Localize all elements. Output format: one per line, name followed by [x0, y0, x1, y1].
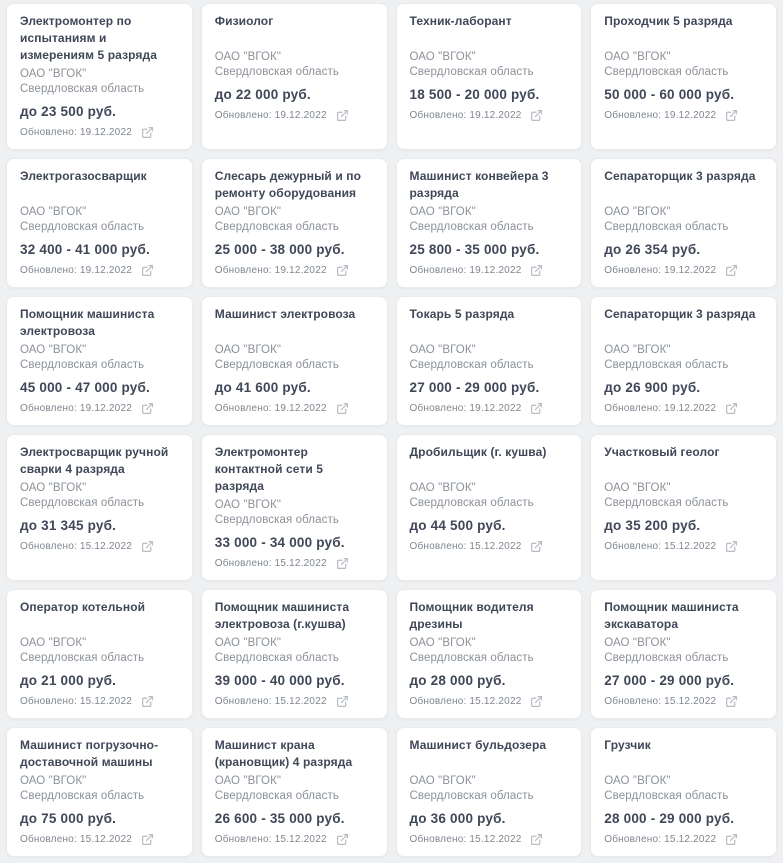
- vacancy-card[interactable]: [396, 589, 583, 719]
- updated-label: Обновлено:: [604, 833, 662, 845]
- vacancy-title: Участковый геолог: [604, 445, 720, 459]
- updated-text: [215, 558, 327, 570]
- company-name: ОАО "ВГОК": [20, 775, 87, 787]
- external-link-icon[interactable]: [141, 540, 154, 553]
- updated-text: [604, 834, 716, 846]
- updated-label: Обновлено:: [409, 540, 467, 552]
- updated-text: [20, 265, 132, 277]
- updated-date: 15.12.2022: [274, 833, 327, 845]
- external-link-icon[interactable]: [141, 695, 154, 708]
- updated-row: [215, 109, 375, 122]
- company-name: ОАО "ВГОК": [409, 206, 476, 218]
- salary-text: до 75 000 руб.: [20, 811, 117, 826]
- external-link-icon[interactable]: [530, 833, 543, 846]
- updated-row: [410, 833, 570, 846]
- updated-text: [604, 403, 716, 415]
- updated-date: 15.12.2022: [469, 695, 522, 707]
- vacancy-card[interactable]: [590, 727, 777, 857]
- company-name: ОАО "ВГОК": [20, 68, 87, 80]
- updated-label: Обновлено:: [214, 264, 272, 276]
- updated-date: 19.12.2022: [79, 402, 132, 414]
- vacancy-card[interactable]: [590, 589, 777, 719]
- salary-text: до 21 000 руб.: [20, 673, 117, 688]
- vacancy-card[interactable]: [396, 158, 583, 288]
- updated-date: 19.12.2022: [469, 264, 522, 276]
- updated-date: 19.12.2022: [664, 109, 717, 121]
- updated-row: [604, 833, 764, 846]
- region-name: Свердловская область: [214, 359, 339, 371]
- vacancy-title: Сепараторщик 3 разряда: [604, 169, 756, 183]
- company-name: ОАО "ВГОК": [20, 637, 87, 649]
- updated-row: [604, 109, 764, 122]
- updated-label: Обновлено:: [20, 264, 77, 276]
- salary-text: до 28 000 руб.: [409, 673, 506, 688]
- salary-text: до 44 500 руб.: [409, 518, 506, 533]
- region-name: Свердловская область: [409, 652, 534, 664]
- updated-text: [410, 110, 522, 122]
- region-name: Свердловская область: [20, 359, 145, 371]
- salary-text: 27 000 - 29 000 руб.: [409, 380, 540, 395]
- region-name: Свердловская область: [604, 66, 729, 78]
- updated-date: 19.12.2022: [79, 264, 132, 276]
- updated-row: [20, 126, 180, 139]
- updated-row: [20, 540, 180, 553]
- updated-text: [604, 696, 716, 708]
- vacancy-card[interactable]: [6, 727, 193, 857]
- vacancy-card[interactable]: [201, 434, 388, 581]
- updated-date: 19.12.2022: [274, 264, 327, 276]
- vacancy-title: Оператор котельной: [20, 600, 146, 614]
- updated-label: Обновлено:: [214, 402, 272, 414]
- external-link-icon[interactable]: [725, 402, 738, 415]
- region-name: Свердловская область: [604, 221, 729, 233]
- updated-row: [410, 402, 570, 415]
- vacancy-card[interactable]: [201, 589, 388, 719]
- updated-row: [20, 833, 180, 846]
- updated-text: [410, 265, 522, 277]
- company-name: ОАО "ВГОК": [214, 499, 282, 511]
- vacancy-title: Физиолог: [214, 14, 274, 28]
- updated-row: [215, 557, 375, 570]
- salary-text: 28 000 - 29 000 руб.: [604, 811, 735, 826]
- updated-text: [604, 541, 716, 553]
- region-name: Свердловская область: [604, 497, 729, 509]
- updated-label: Обновлено:: [604, 695, 662, 707]
- updated-text: [410, 834, 522, 846]
- company-name: ОАО "ВГОК": [20, 482, 87, 494]
- updated-text: [20, 541, 132, 553]
- company-name: ОАО "ВГОК": [409, 775, 476, 787]
- company-name: ОАО "ВГОК": [20, 344, 87, 356]
- external-link-icon[interactable]: [725, 833, 738, 846]
- region-name: Свердловская область: [214, 652, 339, 664]
- company-name: ОАО "ВГОК": [604, 775, 671, 787]
- vacancy-title: Помощник машиниста электровоза: [20, 307, 155, 338]
- updated-row: [215, 695, 375, 708]
- updated-label: Обновлено:: [20, 402, 77, 414]
- external-link-icon[interactable]: [141, 264, 154, 277]
- updated-label: Обновлено:: [214, 833, 272, 845]
- updated-row: [215, 833, 375, 846]
- region-name: Свердловская область: [604, 359, 729, 371]
- vacancy-card[interactable]: [590, 158, 777, 288]
- company-name: ОАО "ВГОК": [214, 344, 282, 356]
- external-link-icon[interactable]: [336, 833, 349, 846]
- company-name: ОАО "ВГОК": [214, 206, 282, 218]
- external-link-icon[interactable]: [336, 402, 349, 415]
- updated-text: [410, 403, 522, 415]
- region-name: Свердловская область: [409, 497, 534, 509]
- updated-row: [410, 695, 570, 708]
- updated-label: Обновлено:: [604, 109, 662, 121]
- external-link-icon[interactable]: [530, 109, 543, 122]
- company-name: ОАО "ВГОК": [20, 206, 87, 218]
- updated-label: Обновлено:: [214, 109, 272, 121]
- updated-date: 15.12.2022: [469, 540, 522, 552]
- company-name: ОАО "ВГОК": [409, 344, 476, 356]
- salary-text: 33 000 - 34 000 руб.: [214, 535, 345, 550]
- vacancy-title: Техник-лаборант: [409, 14, 512, 28]
- updated-text: [20, 127, 132, 139]
- updated-date: 15.12.2022: [79, 540, 132, 552]
- vacancy-card[interactable]: [590, 434, 777, 581]
- updated-label: Обновлено:: [409, 264, 467, 276]
- updated-text: [20, 403, 132, 415]
- external-link-icon[interactable]: [336, 557, 349, 570]
- salary-text: 27 000 - 29 000 руб.: [604, 673, 735, 688]
- external-link-icon[interactable]: [725, 264, 738, 277]
- region-name: Свердловская область: [409, 66, 534, 78]
- salary-text: до 41 600 руб.: [214, 380, 311, 395]
- external-link-icon[interactable]: [141, 402, 154, 415]
- external-link-icon[interactable]: [725, 109, 738, 122]
- updated-date: 19.12.2022: [469, 109, 522, 121]
- vacancy-title: Проходчик 5 разряда: [604, 14, 733, 28]
- salary-text: 50 000 - 60 000 руб.: [604, 87, 735, 102]
- external-link-icon[interactable]: [336, 264, 349, 277]
- region-name: Свердловская область: [20, 790, 145, 802]
- updated-row: [20, 264, 180, 277]
- company-name: ОАО "ВГОК": [409, 637, 476, 649]
- region-name: Свердловская область: [20, 221, 145, 233]
- updated-row: [215, 402, 375, 415]
- updated-date: 19.12.2022: [274, 109, 327, 121]
- vacancy-title: Электрогазосварщик: [20, 169, 147, 183]
- vacancy-card[interactable]: [6, 3, 193, 150]
- external-link-icon[interactable]: [336, 695, 349, 708]
- updated-date: 19.12.2022: [469, 402, 522, 414]
- salary-text: до 26 900 руб.: [604, 380, 701, 395]
- vacancy-card[interactable]: [6, 158, 193, 288]
- salary-text: 26 600 - 35 000 руб.: [214, 811, 345, 826]
- updated-row: [410, 540, 570, 553]
- updated-label: Обновлено:: [604, 402, 662, 414]
- company-name: ОАО "ВГОК": [604, 344, 671, 356]
- updated-label: Обновлено:: [214, 557, 272, 569]
- updated-date: 15.12.2022: [79, 833, 132, 845]
- vacancy-title: Дробильщик (г. кушва): [409, 445, 547, 459]
- vacancy-title: Грузчик: [604, 738, 651, 752]
- vacancy-card[interactable]: [396, 3, 583, 150]
- company-name: ОАО "ВГОК": [604, 637, 671, 649]
- updated-text: [604, 265, 716, 277]
- region-name: Свердловская область: [409, 221, 534, 233]
- updated-label: Обновлено:: [214, 695, 272, 707]
- vacancy-card[interactable]: [6, 434, 193, 581]
- salary-text: 25 800 - 35 000 руб.: [409, 242, 540, 257]
- updated-label: Обновлено:: [20, 126, 77, 138]
- updated-row: [410, 264, 570, 277]
- external-link-icon[interactable]: [725, 695, 738, 708]
- salary-text: до 22 000 руб.: [214, 87, 311, 102]
- vacancy-title: Сепараторщик 3 разряда: [604, 307, 756, 321]
- vacancy-title: Электросварщик ручной сварки 4 разряда: [20, 445, 169, 476]
- updated-date: 15.12.2022: [274, 695, 327, 707]
- external-link-icon[interactable]: [530, 540, 543, 553]
- updated-row: [20, 695, 180, 708]
- updated-row: [604, 264, 764, 277]
- updated-label: Обновлено:: [409, 833, 467, 845]
- salary-text: 45 000 - 47 000 руб.: [20, 380, 150, 395]
- updated-row: [20, 402, 180, 415]
- company-name: ОАО "ВГОК": [214, 637, 282, 649]
- region-name: Свердловская область: [214, 221, 339, 233]
- vacancy-title: Помощник машиниста экскаватора: [604, 600, 739, 631]
- region-name: Свердловская область: [214, 790, 339, 802]
- updated-row: [604, 402, 764, 415]
- region-name: Свердловская область: [604, 790, 729, 802]
- vacancy-title: Электромонтер контактной сети 5 разряда: [214, 445, 324, 493]
- updated-date: 15.12.2022: [469, 833, 522, 845]
- updated-label: Обновлено:: [20, 695, 77, 707]
- company-name: ОАО "ВГОК": [604, 206, 671, 218]
- updated-label: Обновлено:: [604, 540, 662, 552]
- company-name: ОАО "ВГОК": [214, 51, 282, 63]
- updated-text: [215, 834, 327, 846]
- updated-date: 15.12.2022: [274, 557, 327, 569]
- region-name: Свердловская область: [20, 652, 145, 664]
- external-link-icon[interactable]: [530, 264, 543, 277]
- company-name: ОАО "ВГОК": [604, 482, 671, 494]
- vacancy-title: Машинист бульдозера: [409, 738, 547, 752]
- company-name: ОАО "ВГОК": [214, 775, 282, 787]
- updated-date: 19.12.2022: [79, 126, 132, 138]
- region-name: Свердловская область: [20, 83, 145, 95]
- vacancy-title: Токарь 5 разряда: [409, 307, 515, 321]
- salary-text: 32 400 - 41 000 руб.: [20, 242, 150, 257]
- vacancy-title: Слесарь дежурный и по ремонту оборудования: [214, 169, 362, 200]
- salary-text: 25 000 - 38 000 руб.: [214, 242, 345, 257]
- external-link-icon[interactable]: [336, 109, 349, 122]
- updated-text: [215, 696, 327, 708]
- salary-text: до 36 000 руб.: [409, 811, 506, 826]
- updated-date: 15.12.2022: [664, 540, 717, 552]
- updated-text: [410, 541, 522, 553]
- region-name: Свердловская область: [214, 514, 339, 526]
- vacancy-title: Электромонтер по испытаниям и измерениям 5 разряда: [20, 14, 158, 62]
- updated-text: [215, 265, 327, 277]
- vacancy-title: Машинист погрузочно-доставочной машины: [20, 738, 159, 769]
- region-name: Свердловская область: [214, 66, 339, 78]
- updated-label: Обновлено:: [20, 833, 77, 845]
- vacancy-card[interactable]: [396, 434, 583, 581]
- updated-row: [410, 109, 570, 122]
- updated-label: Обновлено:: [409, 109, 467, 121]
- updated-date: 19.12.2022: [274, 402, 327, 414]
- external-link-icon[interactable]: [725, 540, 738, 553]
- region-name: Свердловская область: [409, 790, 534, 802]
- region-name: Свердловская область: [409, 359, 534, 371]
- updated-date: 19.12.2022: [664, 264, 717, 276]
- company-name: ОАО "ВГОК": [409, 482, 476, 494]
- vacancy-card[interactable]: [6, 296, 193, 426]
- updated-date: 15.12.2022: [664, 833, 717, 845]
- region-name: Свердловская область: [20, 497, 145, 509]
- updated-date: 19.12.2022: [664, 402, 717, 414]
- salary-text: до 23 500 руб.: [20, 104, 117, 119]
- vacancy-card[interactable]: [6, 589, 193, 719]
- vacancy-card[interactable]: [396, 727, 583, 857]
- updated-label: Обновлено:: [20, 540, 77, 552]
- vacancy-title: Машинист крана (крановщик) 4 разряда: [214, 738, 353, 769]
- vacancy-title: Машинист электровоза: [214, 307, 356, 321]
- vacancy-card[interactable]: [590, 3, 777, 150]
- vacancy-title: Помощник машиниста электровоза (г.кушва): [214, 600, 350, 631]
- salary-text: до 31 345 руб.: [20, 518, 117, 533]
- updated-text: [20, 696, 132, 708]
- company-name: ОАО "ВГОК": [604, 51, 671, 63]
- salary-text: 39 000 - 40 000 руб.: [214, 673, 345, 688]
- vacancy-card[interactable]: [201, 3, 388, 150]
- company-name: ОАО "ВГОК": [409, 51, 476, 63]
- vacancy-title: Машинист конвейера 3 разряда: [409, 169, 549, 200]
- updated-row: [604, 540, 764, 553]
- external-link-icon[interactable]: [530, 402, 543, 415]
- updated-text: [20, 834, 132, 846]
- updated-date: 15.12.2022: [664, 695, 717, 707]
- salary-text: до 35 200 руб.: [604, 518, 701, 533]
- updated-label: Обновлено:: [409, 402, 467, 414]
- vacancy-title: Помощник водителя дрезины: [409, 600, 534, 631]
- external-link-icon[interactable]: [141, 833, 154, 846]
- vacancy-card[interactable]: [590, 296, 777, 426]
- updated-text: [604, 110, 716, 122]
- updated-row: [215, 264, 375, 277]
- region-name: Свердловская область: [604, 652, 729, 664]
- vacancy-card[interactable]: [201, 296, 388, 426]
- updated-label: Обновлено:: [604, 264, 662, 276]
- updated-text: [215, 110, 327, 122]
- updated-text: [215, 403, 327, 415]
- salary-text: 18 500 - 20 000 руб.: [409, 87, 540, 102]
- updated-label: Обновлено:: [409, 695, 467, 707]
- external-link-icon[interactable]: [530, 695, 543, 708]
- external-link-icon[interactable]: [141, 126, 154, 139]
- updated-date: 15.12.2022: [79, 695, 132, 707]
- salary-text: до 26 354 руб.: [604, 242, 701, 257]
- updated-row: [604, 695, 764, 708]
- vacancy-card[interactable]: [396, 296, 583, 426]
- updated-text: [410, 696, 522, 708]
- vacancy-card[interactable]: [201, 727, 388, 857]
- vacancy-card[interactable]: [201, 158, 388, 288]
